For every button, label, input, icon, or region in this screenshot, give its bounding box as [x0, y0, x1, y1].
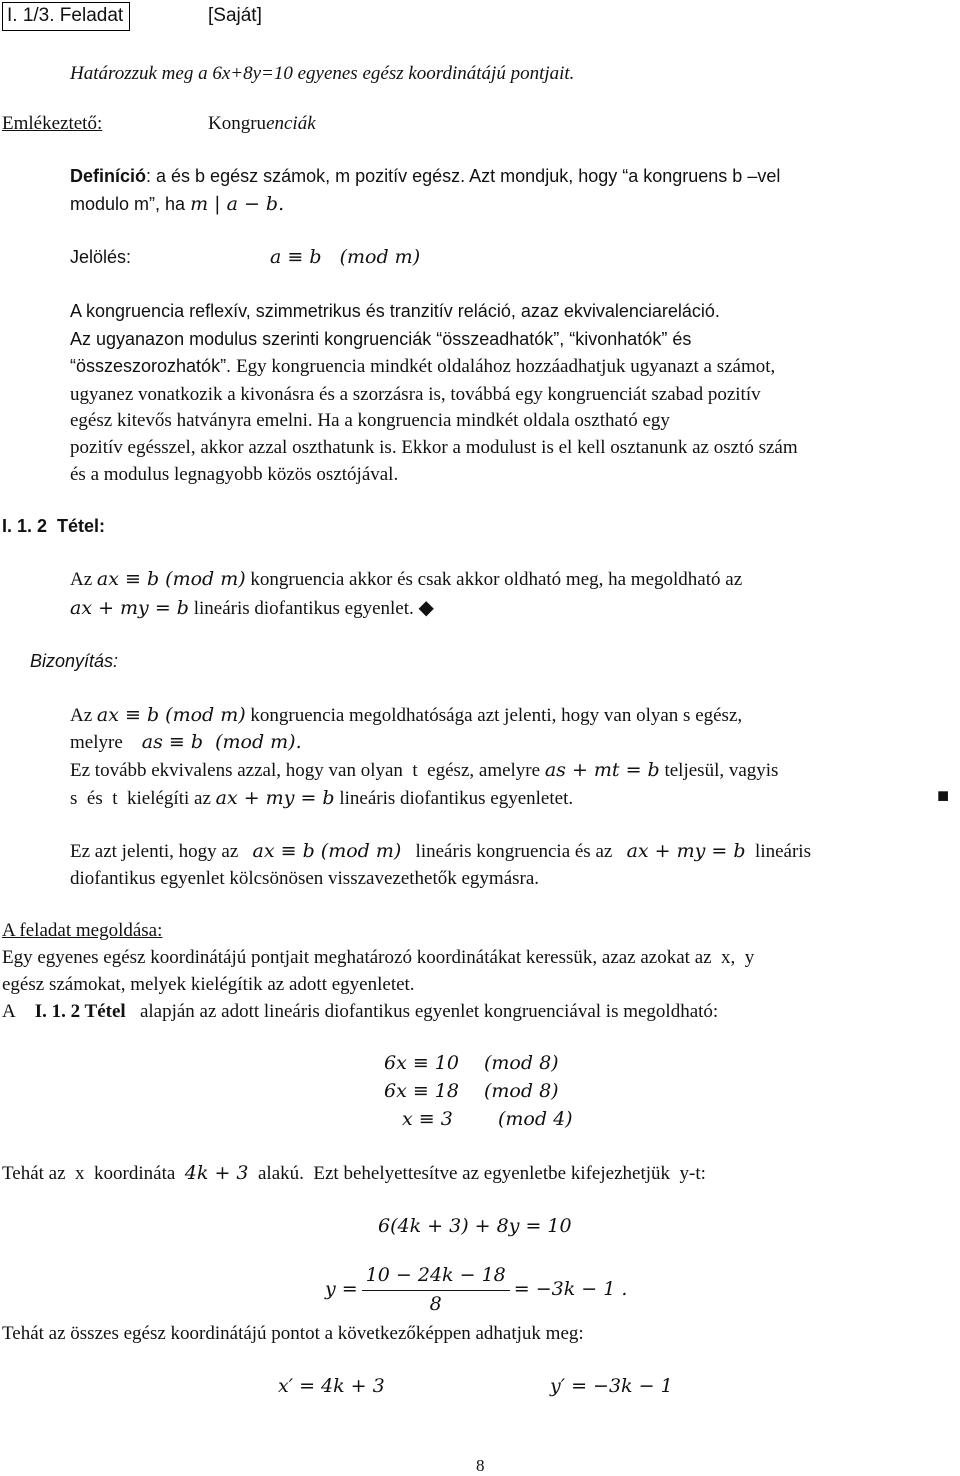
theorem-pre: Az — [70, 569, 93, 590]
congruence-3-lhs: x ≡ 3 — [402, 1108, 453, 1130]
proof-l4-formula: ax + my = b — [215, 787, 335, 809]
definition-term: Definíció — [70, 166, 147, 186]
consequence-mid: lineáris kongruencia és az — [415, 841, 613, 862]
property-line-1: A kongruencia reflexív, szimmetrikus és tranzitív reláció, azaz ekvivalenciareláció. — [70, 301, 720, 321]
solution-line-2: egész számokat, melyek kielégítik az adott egyenletet. — [2, 974, 415, 995]
congruence-2 — [384, 1080, 559, 1104]
then-line-1 — [2, 1162, 706, 1186]
proof-l2-formula: as ≡ b (mod m). — [141, 731, 302, 753]
reminder-label: Emlékeztető: — [2, 113, 103, 134]
congruence-3 — [402, 1108, 573, 1132]
theorem-mid: kongruencia akkor és csak akkor oldható meg, ha megoldható az — [250, 569, 743, 590]
solution-label: A feladat megoldása: — [2, 920, 163, 941]
property-text-3: “összeszorozhatók”. — [70, 356, 232, 376]
consequence-line-2: diofantikus egyenlet kölcsönösen visszavezethetők egymásra. — [70, 868, 540, 889]
theorem-equation: ax + my = b — [70, 597, 189, 619]
consequence-pre: Ez azt jelenti, hogy az — [70, 841, 239, 862]
fraction — [362, 1264, 510, 1317]
qed-icon: ■ — [937, 785, 950, 807]
theorem-line-2 — [70, 596, 434, 621]
reminder-topic — [208, 112, 316, 136]
diamond-icon: ◆ — [418, 597, 434, 619]
notation-formula: a ≡ b (mod m) — [270, 246, 421, 268]
task-id: I. 1/3. Feladat — [7, 5, 124, 26]
congruence-3-mod: (mod 4) — [498, 1108, 573, 1130]
theorem-line-1 — [70, 568, 742, 592]
proof-line-4 — [70, 787, 573, 811]
proof-l4-pre: s és t kielégíti az — [70, 788, 211, 809]
proof-line-3 — [70, 759, 778, 783]
proof-l4-post: lineáris diofantikus egyenletet. — [339, 788, 574, 809]
definition-formula: m | a − b. — [190, 193, 285, 215]
paragraph-line-4: pozitív egésszel, akkor azzal oszthatunk is. Ekkor a modulust is el kell osztanunk az osztó szám — [70, 437, 798, 458]
task-id-box — [2, 2, 130, 31]
proof-l1-pre: Az — [70, 705, 93, 726]
proof-l2-pre: melyre — [70, 732, 123, 753]
then1-post: alakú. Ezt behelyettesítve az egyenletbe kifejezhetjük y-t: — [258, 1163, 706, 1184]
consequence-line-1 — [70, 840, 811, 864]
final-x: x′ = 4k + 3 — [278, 1375, 385, 1397]
definition-text-2: modulo m”, ha — [70, 194, 186, 214]
then1-formula: 4k + 3 — [184, 1162, 249, 1184]
congruence-1 — [384, 1052, 559, 1076]
eq2-rhs: = −3k − 1 . — [513, 1278, 628, 1301]
definition-line-1 — [70, 165, 780, 188]
proof-line-1 — [70, 704, 742, 728]
paragraph-line-2: ugyanez vonatkozik a kivonásra és a szorzásra is, továbbá egy kongruenciát szabad pozitív — [70, 384, 761, 405]
consequence-post: lineáris — [755, 841, 811, 862]
congruence-1-lhs: 6x ≡ 10 — [384, 1052, 459, 1074]
proof-line-2 — [70, 731, 302, 755]
then1-pre: Tehát az x koordináta — [2, 1163, 176, 1184]
solution-l3-pre: A — [2, 1001, 16, 1022]
solution-l3-post: alapján az adott lineáris diofantikus egyenlet kongruenciával is megoldható: — [139, 1001, 719, 1022]
fraction-denominator: 8 — [429, 1292, 442, 1315]
property-line-3 — [70, 355, 775, 379]
paragraph-line-5: és a modulus legnagyobb közös osztójával. — [70, 464, 399, 485]
eq2-lhs: y = — [325, 1278, 358, 1301]
proof-l1-formula: ax ≡ b (mod m) — [96, 704, 246, 726]
theorem-congruence: ax ≡ b (mod m) — [96, 568, 246, 590]
theorem-reference: I. 1. 2 Tétel — [34, 1001, 126, 1022]
topic-prefix: Kongru — [208, 113, 267, 134]
proof-l3-formula: as + mt = b — [544, 759, 660, 781]
consequence-f1: ax ≡ b (mod m) — [252, 840, 402, 862]
congruence-2-lhs: 6x ≡ 18 — [384, 1080, 459, 1102]
property-line-2: Az ugyanazon modulus szerinti kongruenciák “összeadhatók”, “kivonhatók” és — [70, 329, 692, 349]
definition-line-2 — [70, 193, 284, 217]
paragraph-line-1: Egy kongruencia mindkét oldalához hozzáadhatjuk ugyanazt a számot, — [236, 356, 776, 377]
fraction-numerator: 10 − 24k − 18 — [362, 1264, 510, 1291]
congruence-2-mod: (mod 8) — [484, 1080, 559, 1102]
equation-substituted: 6(4k + 3) + 8y = 10 — [378, 1215, 572, 1237]
proof-l3-post: teljesül, vagyis — [664, 760, 779, 781]
consequence-f2: ax + my = b — [626, 840, 746, 862]
task-tag: [Saját] — [208, 5, 262, 26]
page-number: 8 — [476, 1456, 485, 1475]
then-line-2: Tehát az összes egész koordinátájú pontot a következőképpen adhatjuk meg: — [2, 1323, 584, 1344]
solution-line-3 — [2, 1000, 718, 1024]
final-y: y′ = −3k − 1 — [550, 1375, 673, 1397]
equation-y — [325, 1264, 627, 1317]
theorem-label: I. 1. 2 Tétel: — [2, 516, 106, 536]
congruence-1-mod: (mod 8) — [484, 1052, 559, 1074]
definition-text: : a és b egész számok, m pozitív egész. Azt mondjuk, hogy “a kongruens b –vel — [146, 166, 781, 186]
task-statement: Határozzuk meg a 6x+8y=10 egyenes egész koordinátájú pontjait. — [70, 63, 575, 84]
proof-label: Bizonyítás: — [30, 651, 119, 671]
topic-suffix: enciák — [266, 113, 316, 134]
notation-label: Jelölés: — [70, 247, 132, 267]
proof-l1-post: kongruencia megoldhatósága azt jelenti, hogy van olyan s egész, — [250, 705, 743, 726]
solution-line-1: Egy egyenes egész koordinátájú pontjait meghatározó koordinátákat keressük, azaz azokat az x, y — [2, 947, 755, 968]
paragraph-line-3: egész kitevős hatványra emelni. Ha a kongruencia mindkét oldala osztható egy — [70, 410, 670, 431]
theorem-post: lineáris diofantikus egyenlet. — [193, 598, 414, 619]
proof-l3-pre: Ez tovább ekvivalens azzal, hogy van olyan t egész, amelyre — [70, 760, 541, 781]
